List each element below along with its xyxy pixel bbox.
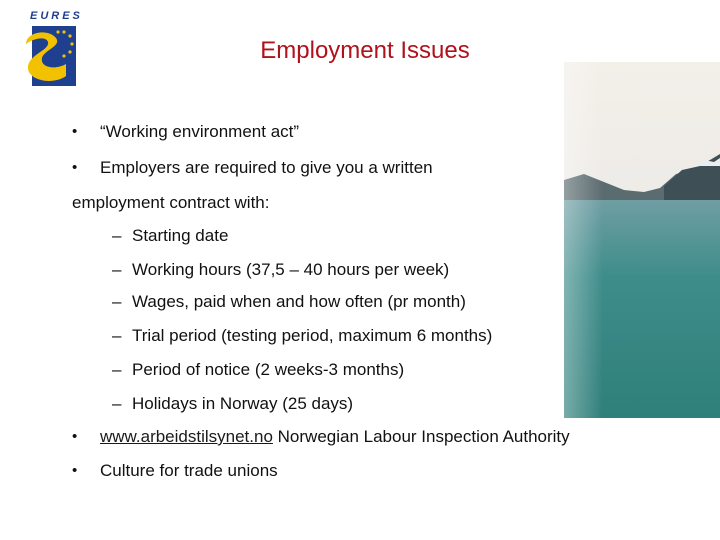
- dash-marker: –: [112, 260, 122, 279]
- sub-item: Working hours (37,5 – 40 hours per week): [132, 260, 450, 279]
- dash-marker: –: [112, 360, 122, 379]
- lake-photo: [564, 62, 720, 418]
- bullet-marker: •: [72, 462, 78, 479]
- dash-marker: –: [112, 292, 122, 311]
- bullet-trade-unions: Culture for trade unions: [100, 461, 278, 480]
- page-title: Employment Issues: [260, 37, 470, 64]
- logo-text: EURES: [30, 10, 83, 22]
- sub-item: Period of notice (2 weeks-3 months): [132, 360, 405, 379]
- bullet-employers-required: Employers are required to give you a written: [100, 158, 433, 177]
- dash-marker: –: [112, 226, 122, 245]
- dash-marker: –: [112, 326, 122, 345]
- bullet-marker: •: [72, 428, 78, 445]
- dash-marker: –: [112, 394, 122, 413]
- bullet-labour-inspection: [100, 427, 570, 447]
- bullet-marker: •: [72, 123, 78, 140]
- bullet-marker: •: [72, 159, 78, 176]
- sub-item: Holidays in Norway (25 days): [132, 394, 354, 413]
- sub-item: Trial period (testing period, maximum 6 months): [132, 326, 493, 345]
- arbeidstilsynet-link[interactable]: www.arbeidstilsynet.no: [100, 427, 273, 446]
- sub-item: Starting date: [132, 226, 229, 245]
- link-description: Norwegian Labour Inspection Authority: [272, 427, 570, 446]
- bullet-working-environment-act: “Working environment act”: [100, 122, 300, 141]
- sub-item: Wages, paid when and how often (pr month): [132, 292, 466, 311]
- bullet-employers-required-cont: employment contract with:: [72, 193, 270, 212]
